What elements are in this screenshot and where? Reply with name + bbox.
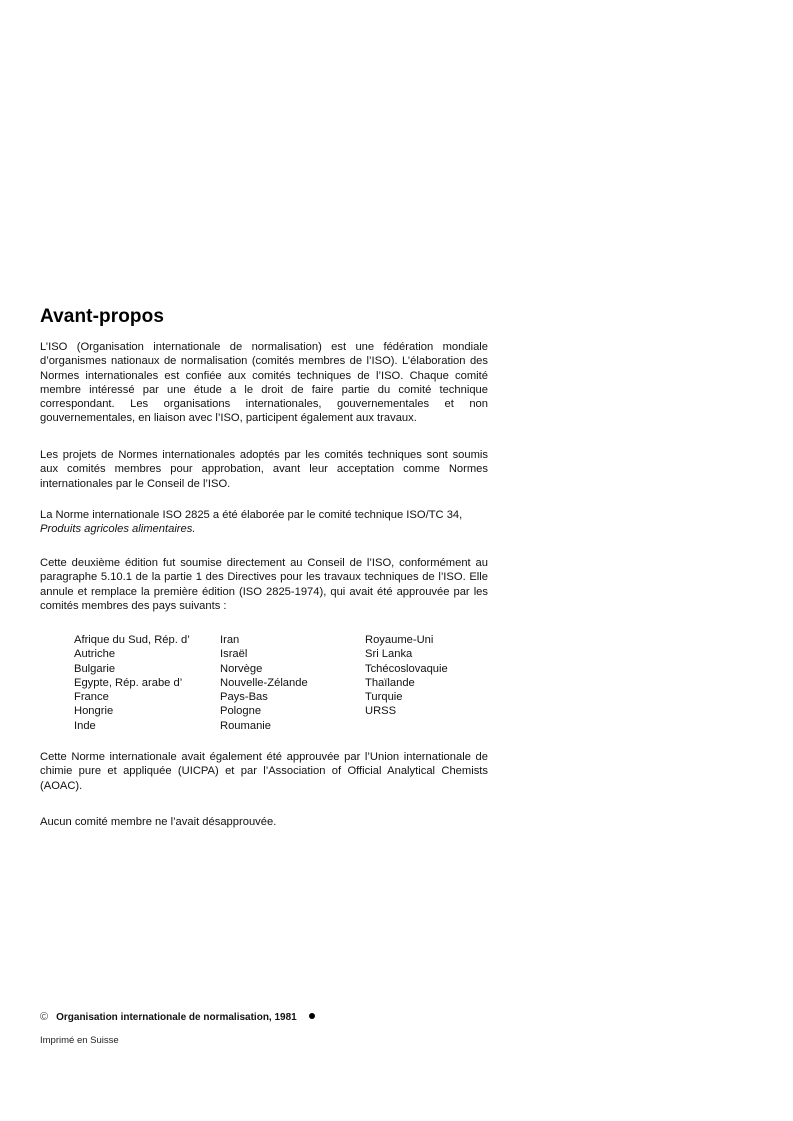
country-item: France [74,691,109,704]
country-item: Autriche [74,648,116,661]
countries-column-3 [365,633,448,719]
country-item: Tchécoslovaquie [365,662,448,675]
country-item: Pays-Bas [220,691,268,704]
committee-name: Produits agricoles alimentaires. [40,523,196,536]
country-item: Bulgarie [74,662,116,675]
approval-paragraph: Cette Norme internationale avait également été approuvée par l’Union internationale de chimie pure et appliquée (UICPA) et par l’Association of Official Analytical Chemists (AOAC). [40,751,488,792]
committee-paragraph [40,508,488,537]
edition-paragraph: Cette deuxième édition fut soumise directement au Conseil de l’ISO, conformément au paragraphe 5.10.1 de la partie 1 des Directives pour les travaux techniques de l’ISO. Elle annule et remplace la première édition (ISO 2825-1974), qui avait été approuvée par les comités membres des pays suivants : [40,557,488,612]
country-item: Norvège [220,662,263,675]
country-item: Iran [220,634,240,646]
countries-column-2 [220,633,308,733]
drafts-paragraph: Les projets de Normes internationales adoptés par les comités techniques sont soumis aux comités membres pour approbation, avant leur acceptation comme Normes internationales par le Conseil de l’ISO. [40,449,488,490]
intro-paragraph: L’ISO (Organisation internationale de normalisation) est une fédération mondiale d’organismes nationaux de normalisation (comités membres de l’ISO). L’élaboration des Normes internationales est confiée aux comités techniques de l’ISO. Chaque comité membre intéressé par une étude a le droit de faire partie du comité technique correspondant. Les organisations internationales, gouvernementales et non gouvernementales, en liaison avec l’ISO, participent également aux travaux. [40,341,488,425]
country-item: Thaïlande [365,676,415,689]
copyright-text: Organisation internationale de normalisation, 1981 [56,1012,297,1023]
country-item: Afrique du Sud, Rép. d’ [74,634,190,646]
country-item: Turquie [365,691,403,704]
bullet-icon [309,1013,315,1019]
copyright-icon: © [40,1011,49,1023]
country-item: Egypte, Rép. arabe d’ [74,676,183,689]
country-item: Hongrie [74,705,114,718]
country-item: Inde [74,719,96,732]
member-countries-list [74,633,494,733]
country-item: URSS [365,705,397,718]
country-item: Royaume-Uni [365,634,434,646]
country-item: Pologne [220,705,262,718]
country-item: Israël [220,648,248,661]
countries-column-1 [74,633,190,733]
country-item: Nouvelle-Zélande [220,676,308,689]
page-title: Avant-propos [40,306,164,327]
country-item: Roumanie [220,719,271,732]
committee-text: La Norme internationale ISO 2825 a été élaborée par le comité technique ISO/TC 34, [40,509,463,521]
copyright-line [40,1011,315,1023]
country-item: Sri Lanka [365,648,413,661]
printed-in-note: Imprimé en Suisse [40,1035,119,1046]
disapproval-paragraph: Aucun comité membre ne l’avait désapprouvée. [40,816,277,828]
